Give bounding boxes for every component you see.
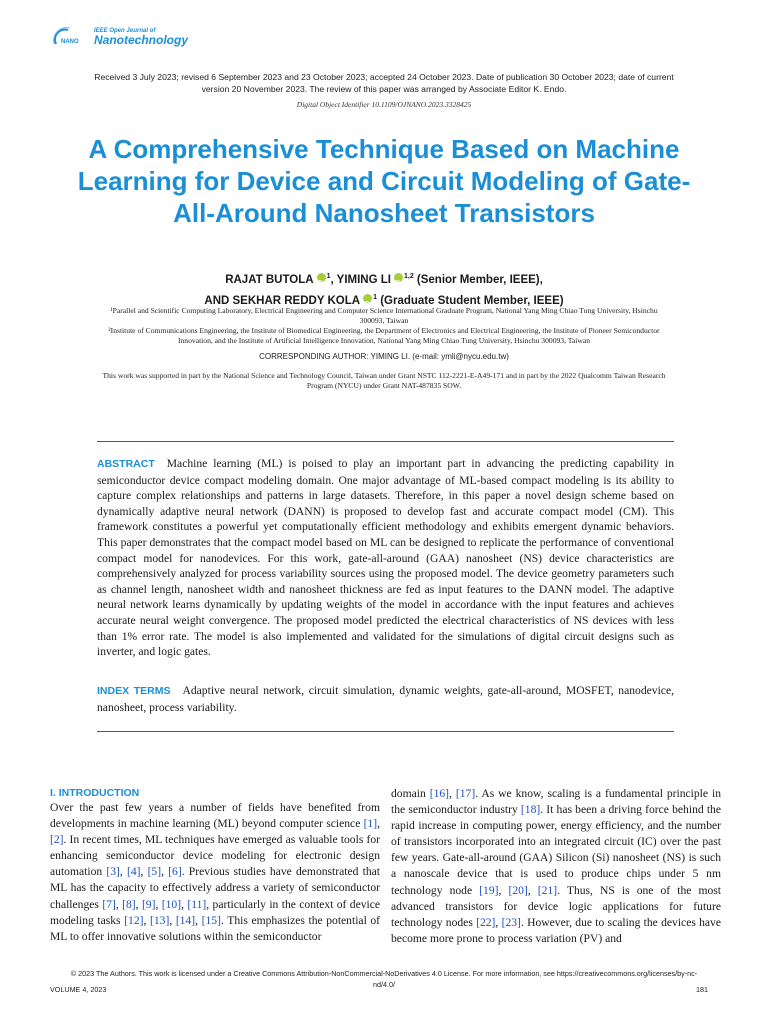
divider	[97, 731, 674, 732]
body-text: ,	[119, 865, 127, 879]
orcid-icon[interactable]	[317, 273, 326, 282]
author-role: (Graduate Student Member, IEEE)	[377, 294, 564, 307]
citation-link[interactable]: [12]	[124, 913, 144, 927]
body-text: ,	[449, 787, 456, 800]
intro-paragraph-continued	[391, 786, 721, 947]
affiliation-2: ²Institute of Communications Engineering, the Institute of Biomedical Engineering, the Department of Electronics and Electrical Engineering, the Institute of Pioneer Semiconductor Innovation, and the Institute of Artificial Intelligence Innovation, National Yang Ming Chiao Tung University, Hsinchu 300093, Taiwan	[108, 326, 660, 345]
body-text: ,	[498, 883, 509, 897]
citation-link[interactable]: [20]	[508, 883, 528, 897]
body-text: domain	[391, 787, 430, 800]
citation-link[interactable]: [8]	[122, 897, 136, 911]
author-list	[60, 268, 708, 310]
citation-link[interactable]: [3]	[106, 865, 120, 879]
index-terms-label: INDEX TERMS	[97, 685, 171, 697]
divider	[97, 441, 674, 442]
author-role: (Senior Member, IEEE),	[413, 273, 543, 286]
orcid-icon[interactable]	[394, 273, 403, 282]
funding-note: This work was supported in part by the National Science and Technology Council, Taiwan under Grant NSTC 112-2221-E-A49-171 and in part by the 2022 Qualcomm Taiwan Research Program (NYCU) under Grant NAT-487835 SOW.	[102, 371, 666, 390]
index-terms	[97, 683, 674, 715]
citation-link[interactable]: [22]	[476, 915, 496, 929]
author-name: , YIMING LI	[330, 273, 391, 286]
body-text: . However, due to scaling the devices have become more prone to process variation (PV) and	[391, 915, 721, 945]
body-text: . This emphasizes the potential of ML to offer innovative solutions within the semiconductor	[50, 913, 381, 943]
abstract	[97, 456, 674, 660]
citation-link[interactable]: [2]	[50, 833, 64, 847]
intro-column-left	[50, 786, 380, 945]
citation-link[interactable]: [14]	[175, 913, 196, 927]
citation-link[interactable]: [23]	[501, 915, 521, 929]
intro-paragraph	[50, 800, 380, 945]
body-text: ,	[527, 883, 538, 897]
body-text: . It has been a driving force behind the rapid increase in computing power, energy efficiency, and the number of transistors incorporated into an integrated circuit (IC) over the past few years. Gate-all-around (GAA) Silicon (Si) nanosheet (NS) is such a nanoscale device that is used to produce chips under 5 nm technology node	[391, 803, 721, 897]
orcid-icon[interactable]	[363, 294, 372, 303]
body-text: ,	[169, 913, 176, 927]
corresponding-author: CORRESPONDING AUTHOR: YIMING LI. (e-mail: ymli@nycu.edu.tw)	[259, 352, 509, 361]
body-text: ,	[181, 897, 188, 911]
body-text: ,	[140, 865, 148, 879]
body-text: Over the past few years a number of fields have benefited from developments in machine learning (ML) beyond computer science	[50, 801, 380, 831]
affiliations	[100, 306, 668, 346]
body-text: . Thus, NS is one of the most advanced transistors for device logic applications for future technology nodes	[391, 883, 721, 929]
citation-link[interactable]: [21]	[537, 883, 558, 897]
citation-link[interactable]: [18]	[520, 803, 541, 817]
abstract-label: ABSTRACT	[97, 458, 155, 470]
affil-mark: 1	[373, 293, 377, 301]
body-text: ,	[495, 915, 502, 929]
journal-header	[50, 26, 188, 48]
citation-link[interactable]: [11]	[187, 897, 207, 911]
body-text: . In recent times, ML techniques have emerged as valuable tools for enhancing semiconductor device modeling for electronic design automation	[50, 833, 380, 879]
citation-link[interactable]: [1]	[363, 817, 378, 831]
body-text: ,	[377, 817, 380, 831]
section-heading: I. INTRODUCTION	[50, 787, 140, 799]
page-number: 181	[696, 985, 708, 994]
citation-link[interactable]: [19]	[479, 883, 499, 897]
citation-link[interactable]: [13]	[149, 913, 170, 927]
citation-link[interactable]: [10]	[161, 897, 182, 911]
body-text: ,	[143, 913, 150, 927]
citation-link[interactable]: [5]	[147, 865, 162, 879]
author-name: AND SEKHAR REDDY KOLA	[204, 294, 361, 307]
journal-logo-icon	[50, 26, 90, 48]
affil-mark: 1,2	[403, 273, 414, 280]
body-text: ,	[135, 897, 142, 911]
index-terms-text: Adaptive neural network, circuit simulation, dynamic weights, gate-all-around, MOSFET, nanodevice, nanosheet, process variability.	[97, 684, 674, 714]
citation-link[interactable]: [15]	[201, 913, 221, 927]
journal-subtitle: IEEE Open Journal of	[94, 27, 156, 34]
citation-link[interactable]: [16]	[429, 787, 450, 800]
body-text: ,	[195, 913, 202, 927]
body-text: ,	[161, 865, 169, 879]
citation-link[interactable]: [4]	[126, 865, 141, 879]
paper-title: A Comprehensive Technique Based on Machine Learning for Device and Circuit Modeling of Gate-All-Around Nanosheet Transistors	[77, 134, 691, 228]
affil-mark: 1	[326, 273, 331, 280]
received-dates: Received 3 July 2023; revised 6 September 2023 and 23 October 2023; accepted 24 October 2023. Date of publication 30 October 2023; date of current version 20 November 2023. The review of this paper was arranged by Associate Editor K. Endo.	[94, 72, 674, 94]
journal-name: Nanotechnology	[94, 32, 189, 47]
body-text: ,	[115, 897, 123, 911]
citation-link[interactable]: [6]	[168, 865, 182, 879]
abstract-text: Machine learning (ML) is poised to play an important part in advancing the predicting capability in semiconductor device compact modeling domain. One major advantage of ML-based compact modeling is its ability to capture complex relationships and patterns in large datasets. Therefore, in this paper a novel design scheme based on dynamically adaptive neural network (DANN) is proposed to develop fast and accurate compact model (CM). This framework constitutes a powerful yet computationally efficient methodology and exhibits emergent dynamic behaviors. This paper demonstrates that the compact model based on ML can be designed to replicate the performance of conventional compact model for nanodevices. For this work, gate-all-around (GAA) nanosheet (NS) device characteristics are comprehensively analyzed for process variability sources using the proposed model. The device geometry parameters such as channel length, nanosheet width and nanosheet thickness are fed as input features to the DANN model. The adaptive neural network learns dynamically by updating weights of the model in accordance with the input features and achieves accurate neural weight convergence. The proposed model predicted the electrical characteristics of NS devices with less than 1% error rate. The model is also implemented and validated for the simulations of digital circuit designs such as inverter, and logic gates.	[97, 457, 674, 659]
citation-link[interactable]: [7]	[102, 897, 116, 911]
citation-link[interactable]: [17]	[455, 787, 476, 800]
citation-link[interactable]: [9]	[141, 897, 156, 911]
volume-info: VOLUME 4, 2023	[50, 985, 107, 994]
body-text: , particularly in the context of device modeling tasks	[50, 897, 381, 927]
affiliation-1: ¹Parallel and Scientific Computing Laboratory, Electrical Engineering and Computer Science International Graduate Program, National Yang Ming Chiao Tung University, Hsinchu 300093, Taiwan	[110, 306, 658, 325]
license-note: © 2023 The Authors. This work is licensed under a Creative Commons Attribution-NonCommercial-NoDerivatives 4.0 License. For more information, see https://creativecommons.org/licenses/by-nc-nd/4.0/	[70, 969, 698, 989]
body-text: . As we know, scaling is a fundamental principle in the semiconductor industry	[391, 787, 721, 817]
logo-text: NANO	[61, 39, 79, 45]
body-text: . Previous studies have demonstrated that ML has the capacity to effectively address a variety of semiconductor challenges	[50, 865, 381, 911]
body-text: ,	[155, 897, 162, 911]
intro-column-right	[391, 786, 721, 947]
author-name: RAJAT BUTOLA	[225, 273, 314, 286]
doi: Digital Object Identifier 10.1109/OJNANO.2023.3328425	[296, 100, 472, 109]
